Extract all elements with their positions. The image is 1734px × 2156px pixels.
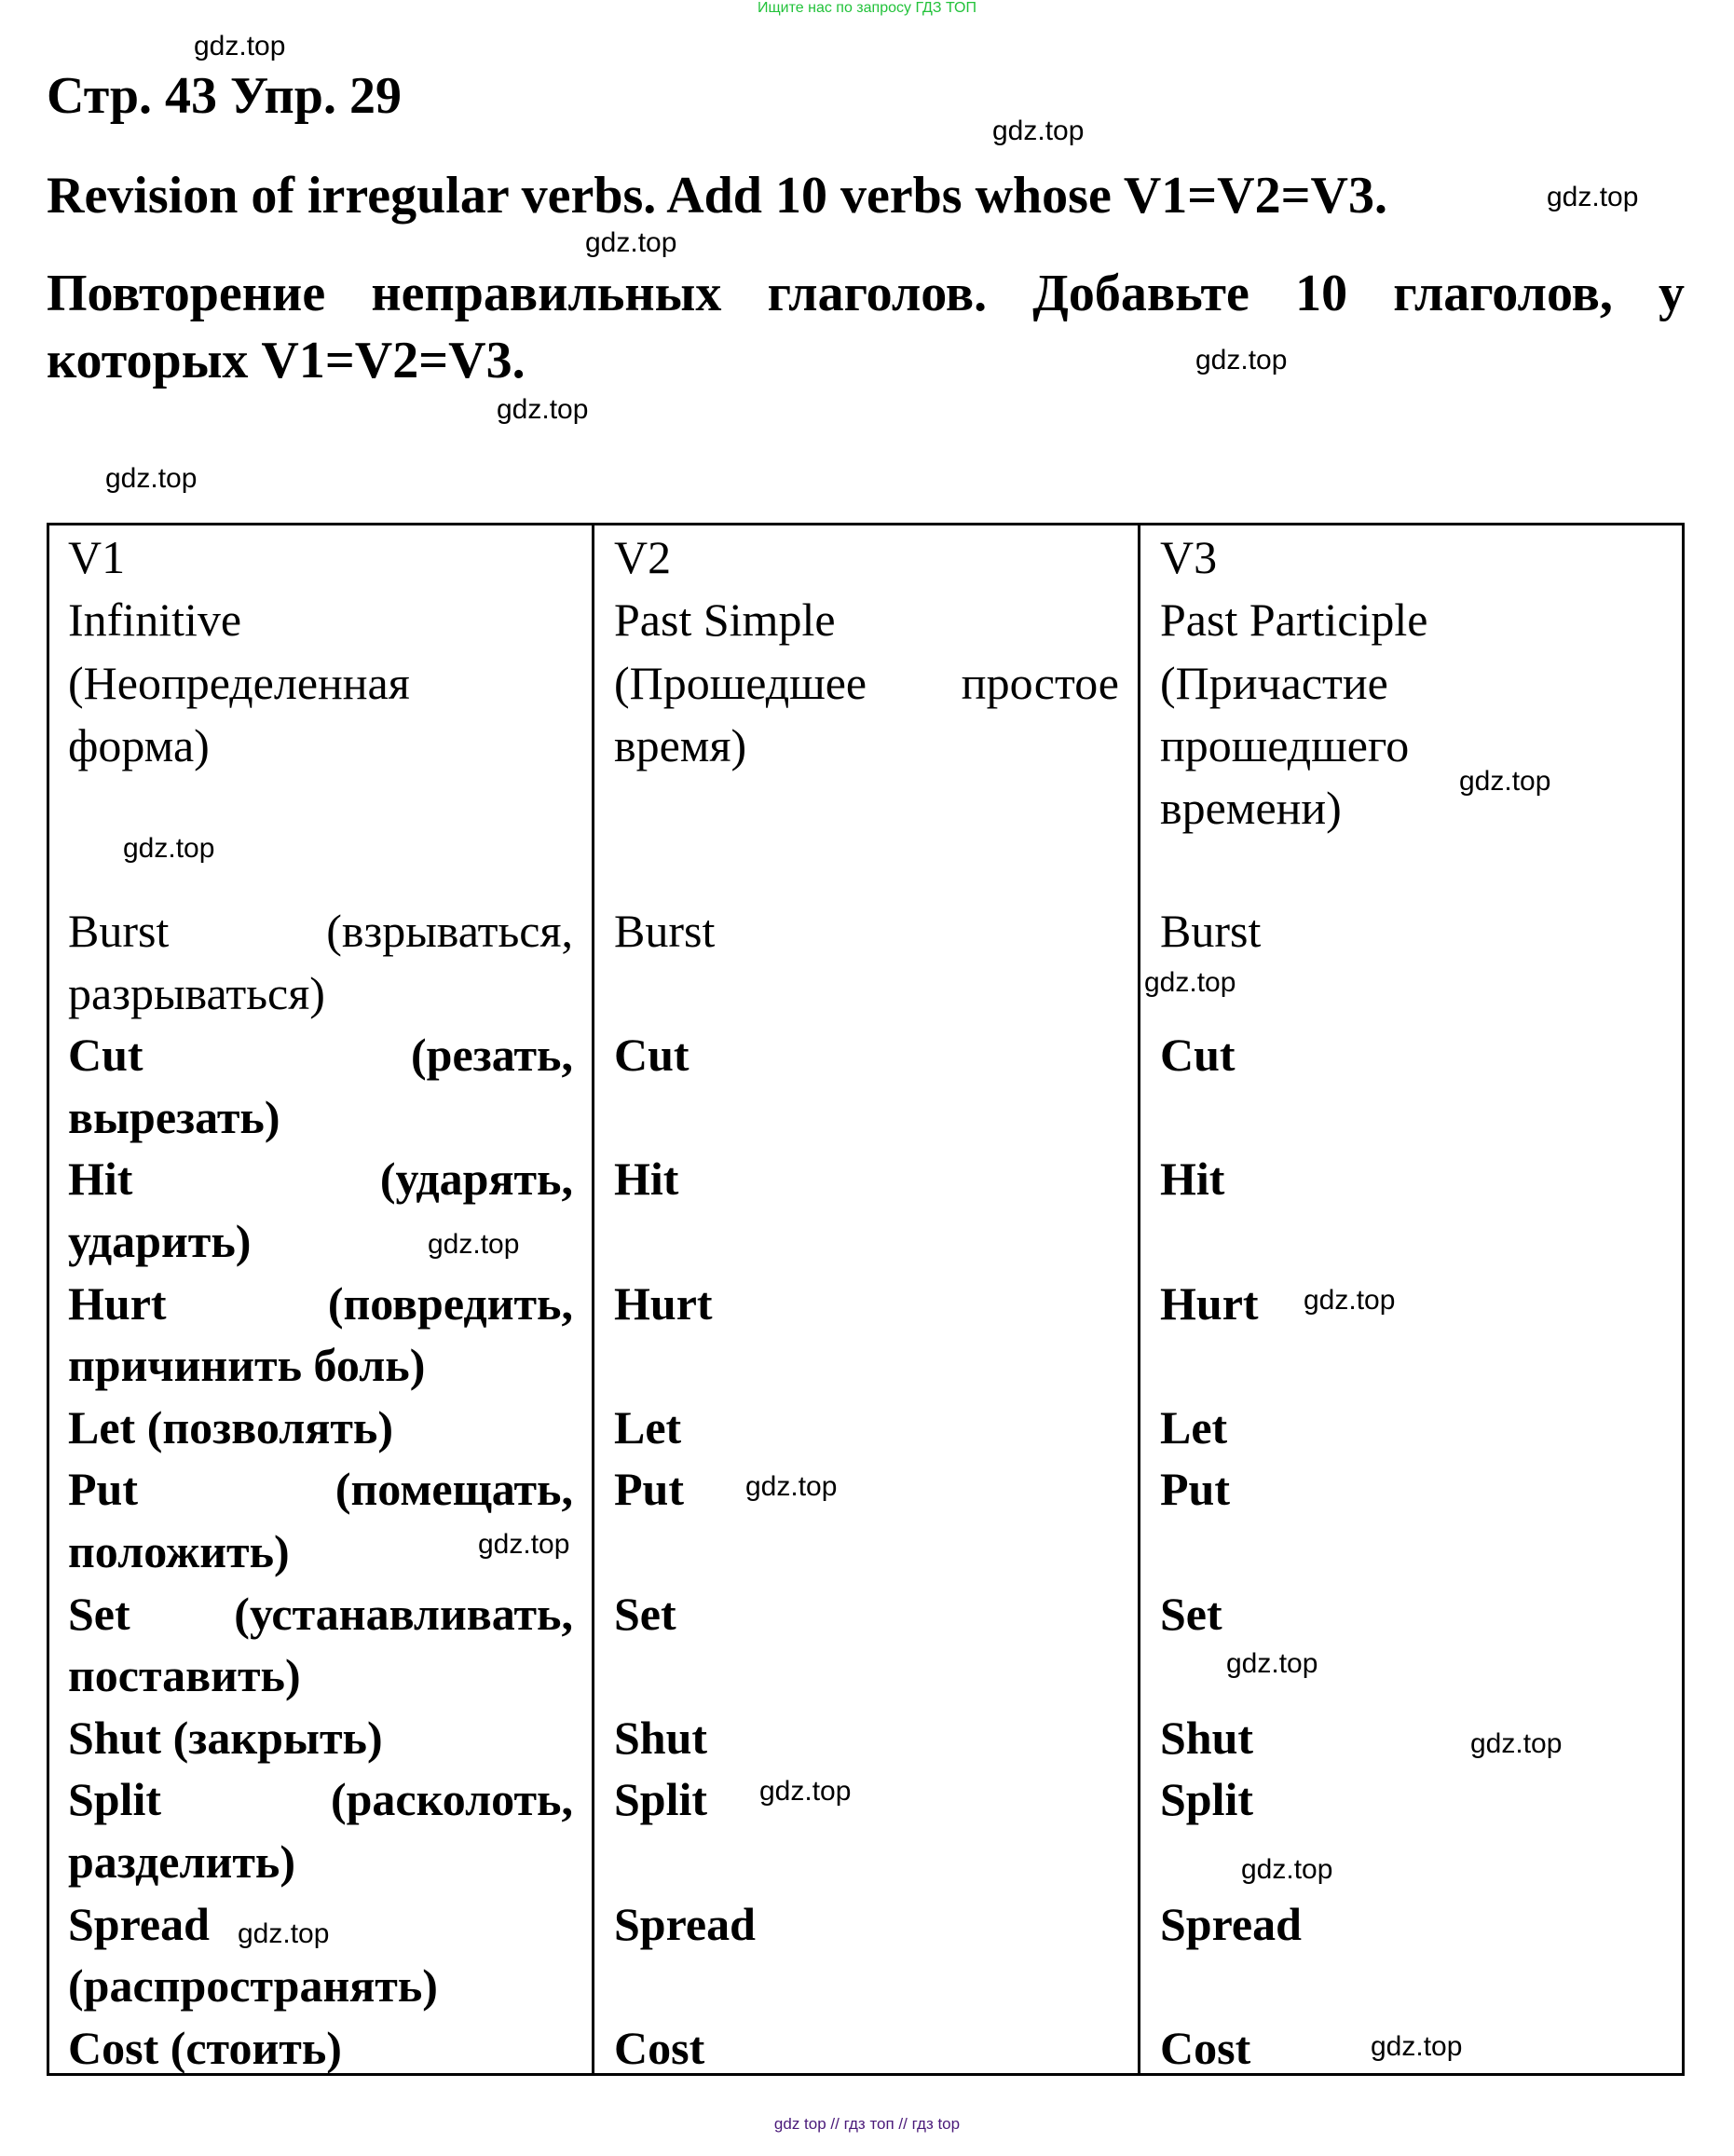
verb-v1: Split (расколоть, xyxy=(68,1773,573,1825)
verb-v1: Let (позволять) xyxy=(68,1401,393,1453)
verb-v2: Set xyxy=(614,1588,676,1640)
verb-v3: Put xyxy=(1160,1463,1230,1515)
verb-v1: Hit (ударять, xyxy=(68,1153,573,1205)
header-v2-ru: время) xyxy=(614,719,747,771)
header-v1-ru: форма) xyxy=(68,719,210,771)
verb-v3: Spread xyxy=(1160,1898,1302,1950)
watermark: gdz.top xyxy=(105,463,198,494)
verb-v3: Let xyxy=(1160,1401,1228,1453)
header-v2-ru: (Прошедшее простое xyxy=(614,657,1119,709)
watermark: gdz.top xyxy=(1241,1854,1333,1885)
header-v3-ru: (Причастие xyxy=(1160,657,1388,709)
instruction-english: Revision of irregular verbs. Add 10 verbs whose V1=V2=V3. xyxy=(47,167,1387,225)
verb-v3: Burst xyxy=(1160,905,1262,957)
verb-v1: разрываться) xyxy=(68,967,325,1019)
verb-v3: Split xyxy=(1160,1773,1254,1825)
verb-v1: Cost (стоить) xyxy=(68,2022,342,2074)
watermark: gdz.top xyxy=(759,1776,852,1807)
header-v3-ru: времени) xyxy=(1160,782,1342,834)
watermark: gdz.top xyxy=(1226,1648,1318,1679)
verb-v3: Hit xyxy=(1160,1153,1225,1205)
top-search-note: Ищите нас по запросу ГДЗ ТОП xyxy=(758,0,976,16)
header-v2-label: V2 xyxy=(614,531,672,583)
watermark: gdz.top xyxy=(1304,1285,1396,1316)
verb-v1: Set (устанавливать, xyxy=(68,1588,573,1640)
verb-v2: Spread xyxy=(614,1898,756,1950)
header-v1-ru: (Неопределенная xyxy=(68,657,410,709)
watermark: gdz.top xyxy=(992,116,1085,146)
column-divider xyxy=(1138,523,1140,2076)
verb-v2: Split xyxy=(614,1773,708,1825)
verb-v2: Let xyxy=(614,1401,682,1453)
verb-v1: ударить) xyxy=(68,1215,252,1267)
instruction-russian-line2: которых V1=V2=V3. xyxy=(47,332,526,389)
verb-v2: Shut xyxy=(614,1712,708,1764)
verb-v3: Cost xyxy=(1160,2022,1251,2074)
verb-v1: Cut (резать, xyxy=(68,1029,573,1081)
watermark: gdz.top xyxy=(585,227,677,258)
watermark: gdz.top xyxy=(238,1918,330,1949)
watermark: gdz.top xyxy=(745,1471,838,1502)
header-v2-name: Past Simple xyxy=(614,594,836,646)
header-v3-name: Past Participle xyxy=(1160,594,1428,646)
page-title: Стр. 43 Упр. 29 xyxy=(47,67,402,125)
verb-v1: Put (помещать, xyxy=(68,1463,573,1515)
verb-v3: Set xyxy=(1160,1588,1222,1640)
verb-v1: вырезать) xyxy=(68,1091,280,1143)
verb-v2: Cut xyxy=(614,1029,690,1081)
verb-v3: Hurt xyxy=(1160,1277,1259,1330)
verb-v2: Put xyxy=(614,1463,684,1515)
verb-v3: Shut xyxy=(1160,1712,1254,1764)
watermark: gdz.top xyxy=(123,833,215,864)
header-v1-name: Infinitive xyxy=(68,594,242,646)
watermark: gdz.top xyxy=(1144,967,1236,998)
verb-v1: причинить боль) xyxy=(68,1339,426,1391)
verb-v1: положить) xyxy=(68,1525,290,1577)
watermark: gdz.top xyxy=(1547,182,1639,212)
header-v3-label: V3 xyxy=(1160,531,1218,583)
verb-v2: Hurt xyxy=(614,1277,713,1330)
verb-v1: Hurt (повредить, xyxy=(68,1277,573,1330)
footer-note: gdz top // гдз топ // гдз top xyxy=(773,2115,961,2133)
verb-v1: разделить) xyxy=(68,1835,295,1888)
verb-v3: Cut xyxy=(1160,1029,1236,1081)
watermark: gdz.top xyxy=(1195,345,1288,375)
verb-v1: поставить) xyxy=(68,1649,301,1701)
verb-v1: Spread xyxy=(68,1898,210,1950)
column-divider xyxy=(592,523,594,2076)
watermark: gdz.top xyxy=(194,31,286,61)
verb-v2: Burst xyxy=(614,905,716,957)
watermark: gdz.top xyxy=(478,1529,570,1560)
header-v1-label: V1 xyxy=(68,531,126,583)
verb-v1: Shut (закрыть) xyxy=(68,1712,383,1764)
header-v3-ru: прошедшего xyxy=(1160,719,1410,771)
verb-v1: (распространять) xyxy=(68,1959,438,2012)
instruction-russian-line1: Повторение неправильных глаголов. Добавьте 10 глаголов, у xyxy=(47,265,1685,322)
watermark: gdz.top xyxy=(1371,2031,1463,2062)
watermark: gdz.top xyxy=(497,394,589,425)
verb-v2: Hit xyxy=(614,1153,679,1205)
verb-v1: Burst (взрываться, xyxy=(68,905,573,957)
verb-v2: Cost xyxy=(614,2022,705,2074)
watermark: gdz.top xyxy=(1470,1728,1563,1759)
watermark: gdz.top xyxy=(428,1229,520,1260)
watermark: gdz.top xyxy=(1459,766,1551,797)
